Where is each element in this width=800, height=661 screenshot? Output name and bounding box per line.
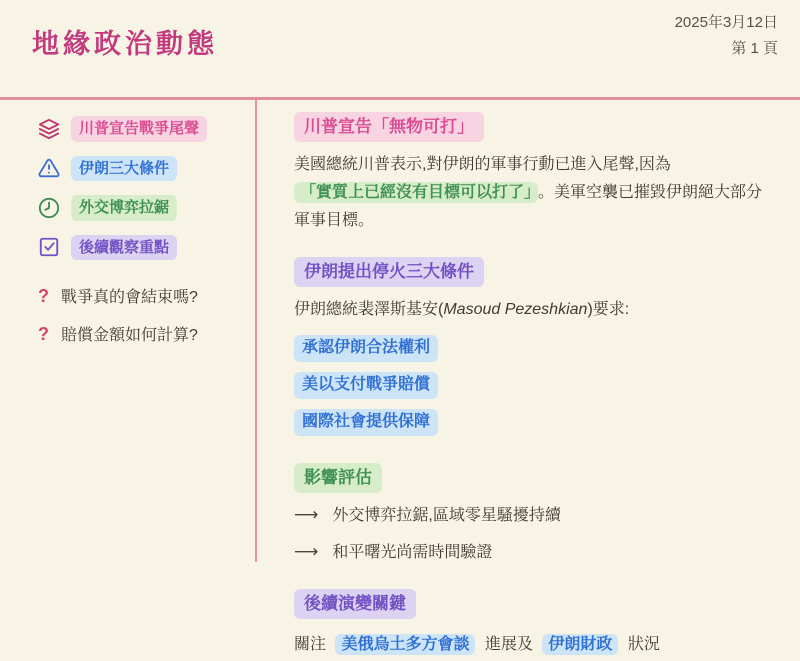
question-list xyxy=(38,284,245,345)
page-title: 地緣政治動態 xyxy=(32,29,218,59)
paragraph-text: 關注 xyxy=(294,635,327,653)
paragraph-text: 美國總統川普表示,對伊朗的軍事行動已進入尾聲,因為 xyxy=(294,156,671,174)
question-item-compensation[interactable] xyxy=(38,322,245,345)
content-area xyxy=(0,100,800,653)
demand-item: 承認伊朗合法權利 xyxy=(294,335,438,362)
section-heading: 川普宣告「無物可打」 xyxy=(294,112,484,142)
quote-highlight: 「實質上已經沒有目標可以打了」 xyxy=(294,182,538,203)
section-heading: 後續演變關鍵 xyxy=(294,589,416,619)
clock-icon xyxy=(38,197,60,219)
sidebar-item-label: 後續觀察重點 xyxy=(71,235,177,261)
impact-point xyxy=(294,537,770,567)
question-label: 賠償金額如何計算? xyxy=(61,327,198,344)
layers-icon xyxy=(38,118,60,140)
topic-highlight-finance: 伊朗財政 xyxy=(542,634,618,655)
section-trump-announcement xyxy=(294,112,770,235)
paragraph-text: 軍事目標。 xyxy=(294,212,375,230)
topic-highlight-talks: 美俄烏土多方會談 xyxy=(335,634,475,655)
date-label: 2025年3月12日 xyxy=(674,14,778,31)
impact-text: 外交博弈拉鋸,區域零星騷擾持續 xyxy=(332,506,561,524)
sidebar-item-label: 川普宣告戰爭尾聲 xyxy=(71,116,207,142)
section-impact-assessment xyxy=(294,463,770,567)
paragraph-text: 伊朗總統裴澤斯基安( xyxy=(294,301,444,319)
arrow-right-icon: ⟶ xyxy=(294,504,319,524)
sidebar-item-followup-watch[interactable] xyxy=(38,235,245,261)
paragraph-text: 狀況 xyxy=(627,635,660,653)
arrow-right-icon: ⟶ xyxy=(294,541,319,561)
impact-text: 和平曙光尚需時間驗證 xyxy=(332,543,493,561)
warning-icon xyxy=(38,157,60,179)
sidebar-item-iran-conditions[interactable] xyxy=(38,156,245,182)
sidebar-item-label: 外交博弈拉鋸 xyxy=(71,195,177,221)
section-followup-key xyxy=(294,589,770,661)
page-header xyxy=(0,0,800,97)
question-mark-icon: ? xyxy=(38,286,49,306)
demand-item: 國際社會提供保障 xyxy=(294,409,438,436)
paragraph-text: 進展及 xyxy=(484,635,533,653)
paragraph-text: )要求: xyxy=(587,301,630,319)
sidebar xyxy=(0,100,257,562)
question-mark-icon: ? xyxy=(38,324,49,344)
page-number: 第 1 頁 xyxy=(731,39,778,57)
question-label: 戰爭真的會結束嗎? xyxy=(61,289,198,306)
demand-list xyxy=(294,330,770,440)
main-content xyxy=(257,100,800,653)
sidebar-item-diplomacy-tugofwar[interactable] xyxy=(38,195,245,221)
question-item-war-end[interactable] xyxy=(38,284,245,307)
paragraph xyxy=(294,296,770,324)
president-name: Masoud Pezeshkian xyxy=(443,301,588,319)
sidebar-item-trump-war-end[interactable] xyxy=(38,116,245,142)
impact-point xyxy=(294,500,770,530)
paragraph xyxy=(294,151,770,235)
sidebar-item-label: 伊朗三大條件 xyxy=(71,156,177,182)
section-heading: 影響評估 xyxy=(294,463,382,493)
section-iran-conditions xyxy=(294,257,770,440)
demand-item: 美以支付戰爭賠償 xyxy=(294,372,438,399)
section-heading: 伊朗提出停火三大條件 xyxy=(294,257,484,287)
paragraph xyxy=(294,629,770,661)
paragraph-text: 。美軍空襲已摧毀伊朗絕大部分 xyxy=(538,184,763,202)
checkbox-icon xyxy=(38,236,60,258)
header-meta xyxy=(675,10,778,61)
